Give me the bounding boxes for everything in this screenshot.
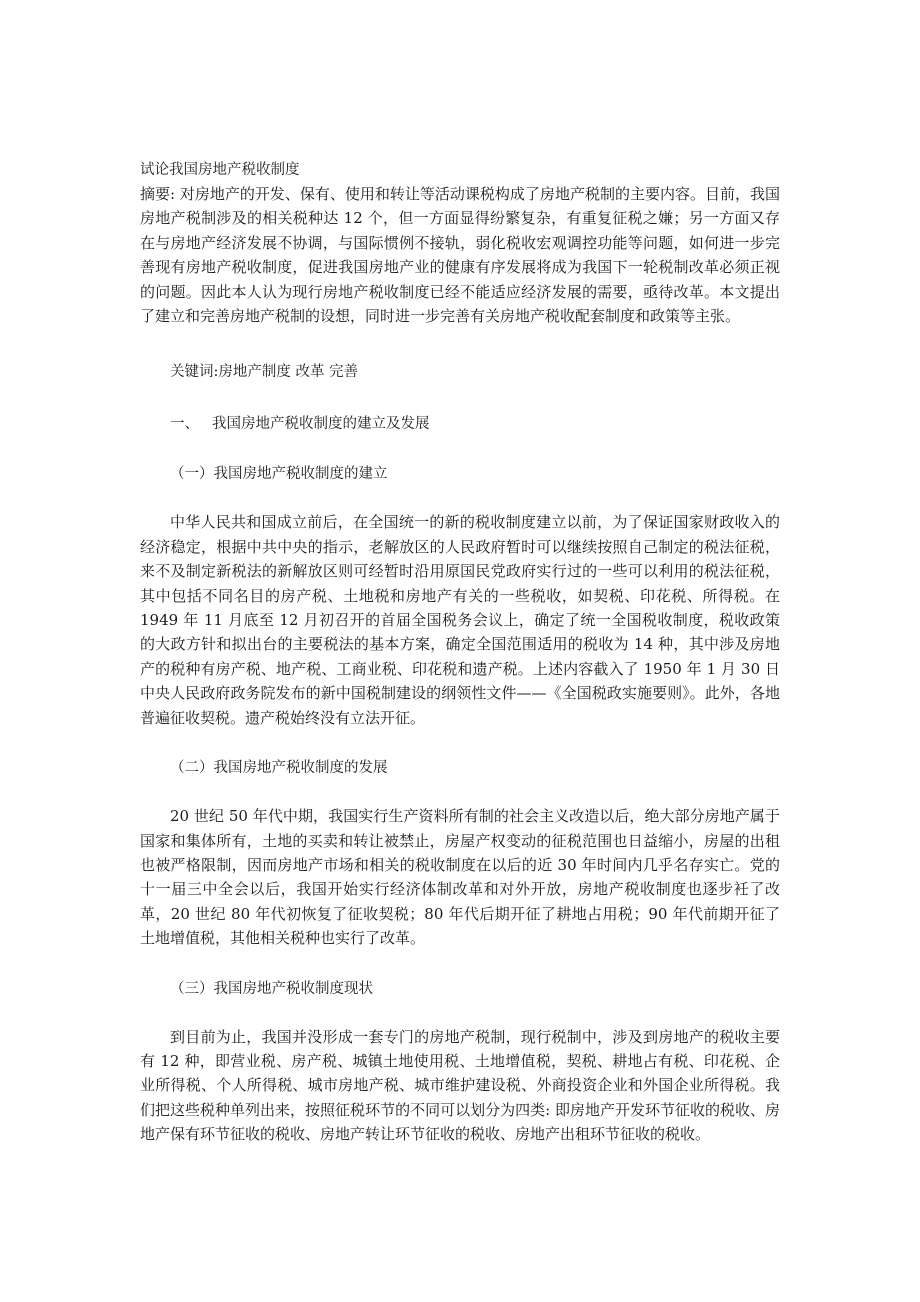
section-title: 我国房地产税收制度的建立及发展	[212, 416, 430, 433]
document-page	[140, 158, 780, 1147]
section-heading-1	[140, 412, 780, 436]
document-title: 试论我国房地产税收制度	[140, 162, 300, 178]
subsection-heading-3: （三）我国房地产税收制度现状	[170, 980, 373, 997]
subsection-body-3: 到目前为止，我国并没形成一套专门的房地产税制，现行税制中，涉及到房地产的税收主要有 12 种，即营业税、房产税、城镇土地使用税、土地增值税，契税、耕地占有税、印花税、企业所得税、个人所得税、城市房地产税、城市维护建设税、外商投资企业和外国企业所得税。我们把这些税种单列出来，按照征税环节的不同可以划分为四类: 即房地产开发环节征收的税收、房地产保有环节征收的税收、房地产转让环节征收的税收、房地产出租环节征收的税收。	[140, 1027, 780, 1144]
subsection-heading-2: （二）我国房地产税收制度的发展	[170, 760, 388, 777]
section-number: 一、	[170, 416, 199, 433]
keywords-line: 关键词:房地产制度 改革 完善	[170, 364, 359, 381]
subsection-body-1: 中华人民共和国成立前后，在全国统一的新的税收制度建立以前，为了保证国家财政收入的经济稳定，根据中共中央的指示，老解放区的人民政府暂时可以继续按照自己制定的税法征税，来不及制定新税法的新解放区则可经暂时沿用原国民党政府实行过的一些可以利用的税法征税，其中包括不同名目的房产税、土地税和房地产有关的一些税收，如契税、印花税、所得税。在 1949 年 11 月底至 12 月初召开的首届全国税务会议上，确定了统一全国税收制度，税收政策的大政方针和拟出台的主要税法的基本方案，确定全国范围适用的税收为 14 种，其中涉及房地产的税种有房产税、地产税、工商业税、印花税和遗产税。上述内容截入了 1950 年 1 月 30 日中央人民政府政务院发布的新中国税制建设的纲领性文件——《全国税政实施要则》。此外，各地普遍征收契税。遗产税始终没有立法开征。	[140, 513, 780, 727]
subsection-heading-1: （一）我国房地产税收制度的建立	[170, 466, 388, 483]
abstract-paragraph: 摘要: 对房地产的开发、保有、使用和转让等活动课税构成了房地产税制的主要内容。目前，我国房地产税制涉及的相关税种达 12 个，但一方面显得纷繁复杂，有重复征税之嫌；另一方面又存在与房地产经济发展不协调，与国际惯例不接轨，弱化税收宏观调控功能等问题，如何进一步完善现有房地产税收制度，促进我国房地产业的健康有序发展将成为我国下一轮税制改革必须正视的问题。因此本人认为现行房地产税收制度已经不能适应经济发展的需要，亟待改革。本文提出了建立和完善房地产税制的设想，同时进一步完善有关房地产税收配套制度和政策等主张。	[140, 185, 780, 326]
subsection-body-2: 20 世纪 50 年代中期，我国实行生产资料所有制的社会主义改造以后，绝大部分房地产属于国家和集体所有，土地的买卖和转让被禁止，房屋产权变动的征税范围也日益缩小，房屋的出租也被严格限制，因而房地产市场和相关的税收制度在以后的近 30 年时间内几乎名存实亡。党的十一届三中全会以后，我国开始实行经济体制改革和对外开放，房地产税收制度也逐步衽了改革，20 世纪 80 年代初恢复了征收契税；80 年代后期开征了耕地占用税；90 年代前期开征了土地增值税，其他相关税种也实行了改革。	[140, 807, 780, 948]
